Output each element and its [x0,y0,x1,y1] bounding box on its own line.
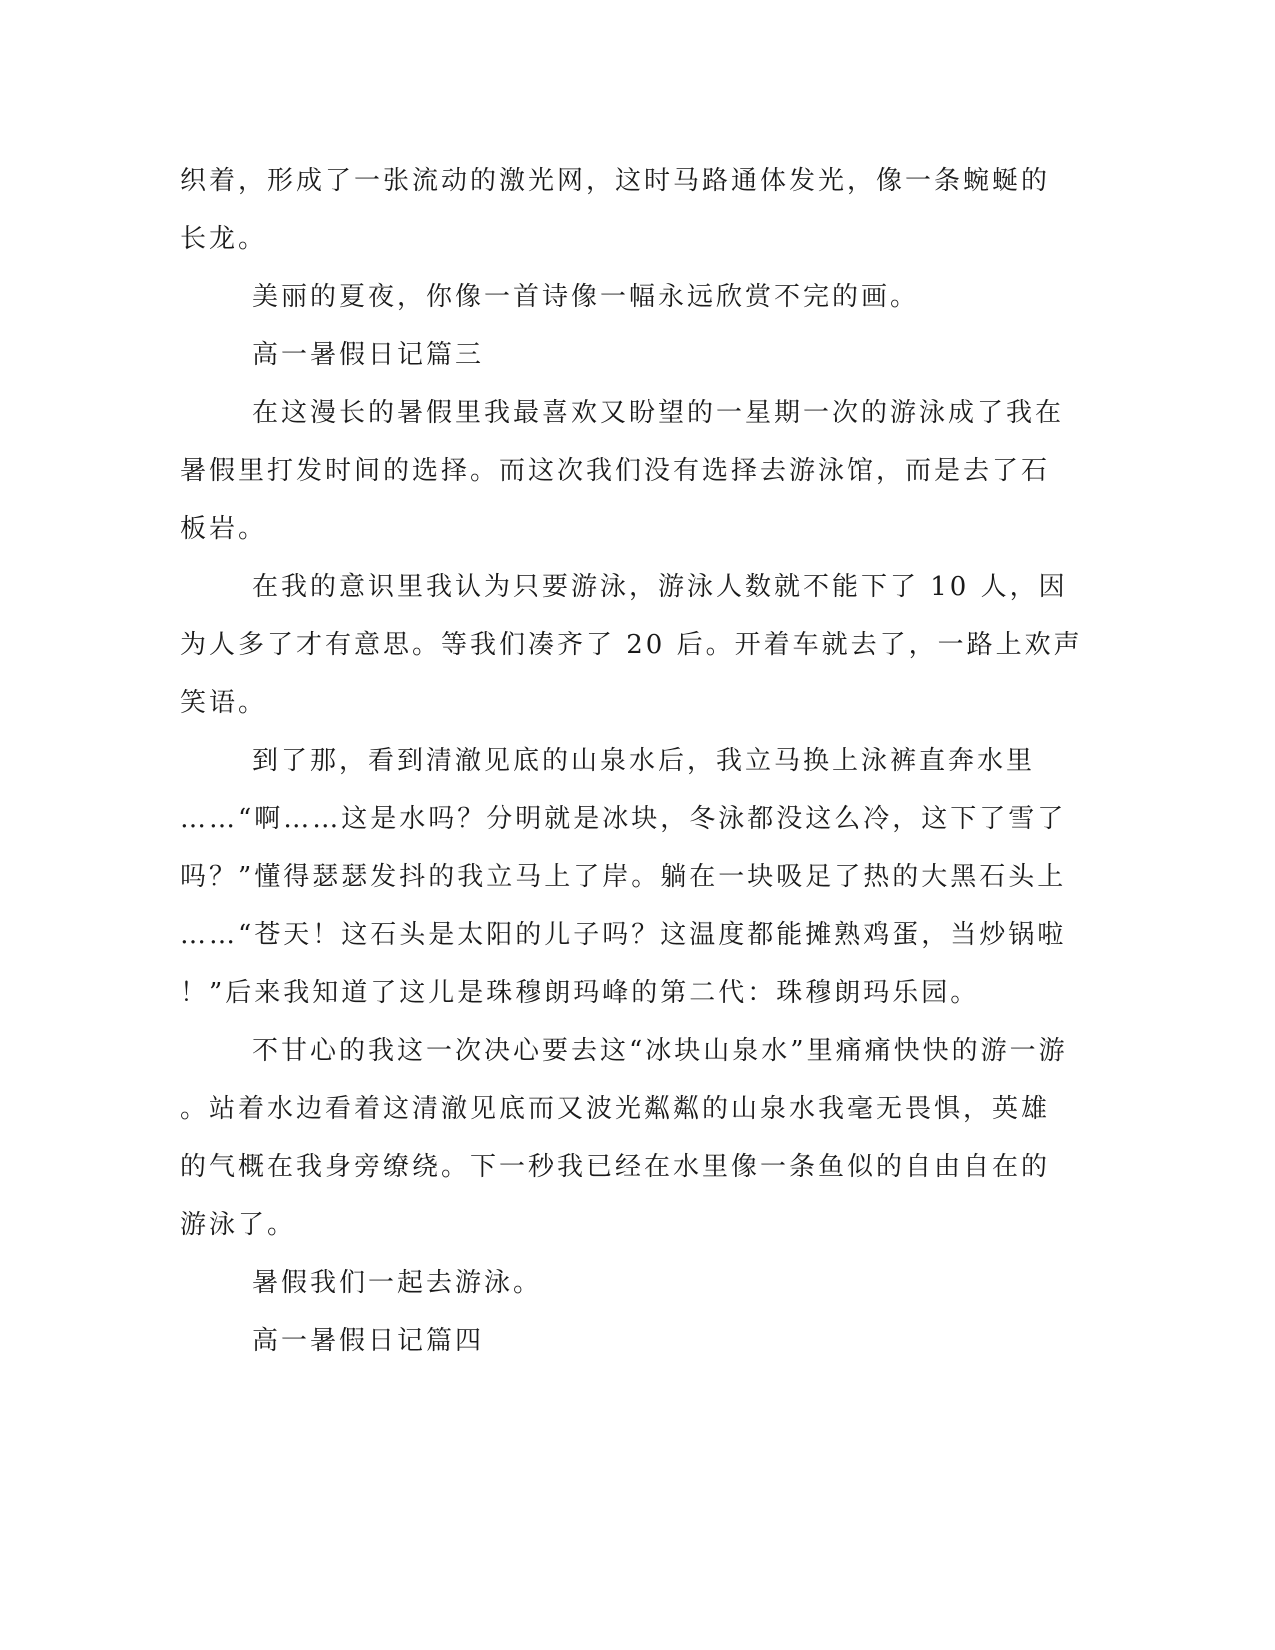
paragraph-line: 到了那，看到清澈见底的山泉水后，我立马换上泳裤直奔水里 [252,746,1036,776]
paragraph-line: 暑假里打发时间的选择。而这次我们没有选择去游泳馆，而是去了石 [180,456,1051,486]
paragraph-line: 不甘心的我这一次决心要去这“冰块山泉水”里痛痛快快的游一游 [252,1036,1068,1066]
paragraph-line: 美丽的夏夜，你像一首诗像一幅永远欣赏不完的画。 [252,282,920,312]
paragraph-line: ……“啊……这是水吗？分明就是冰块，冬泳都没这么冷，这下了雪了 [180,804,1067,834]
paragraph-line: 织着，形成了一张流动的激光网，这时马路通体发光，像一条蜿蜒的 [180,166,1051,196]
paragraph-line: 的气概在我身旁缭绕。下一秒我已经在水里像一条鱼似的自由自在的 [180,1152,1051,1182]
section-heading: 高一暑假日记篇四 [252,1326,485,1356]
paragraph-line: 笑语。 [180,688,268,718]
paragraph-line: 为人多了才有意思。等我们凑齐了 20 后。开着车就去了，一路上欢声 [180,630,1083,660]
paragraph-line: 游泳了。 [180,1210,297,1240]
paragraph-line: 吗？”懂得瑟瑟发抖的我立马上了岸。躺在一块吸足了热的大黑石头上 [180,862,1067,892]
paragraph-line: 在我的意识里我认为只要游泳，游泳人数就不能下了 10 人，因 [252,572,1068,602]
document-body [180,152,1083,1370]
paragraph-line: 长龙。 [180,224,268,254]
paragraph-line: 暑假我们一起去游泳。 [252,1268,543,1298]
paragraph-line: ！”后来我知道了这儿是珠穆朗玛峰的第二代：珠穆朗玛乐园。 [180,978,980,1008]
section-heading: 高一暑假日记篇三 [252,340,485,370]
paragraph-line: 在这漫长的暑假里我最喜欢又盼望的一星期一次的游泳成了我在 [252,398,1065,428]
paragraph-line: ……“苍天！这石头是太阳的儿子吗？这温度都能摊熟鸡蛋，当炒锅啦 [180,920,1067,950]
paragraph-line: 板岩。 [180,514,268,544]
paragraph-line: 。站着水边看着这清澈见底而又波光粼粼的山泉水我毫无畏惧，英雄 [180,1094,1051,1124]
